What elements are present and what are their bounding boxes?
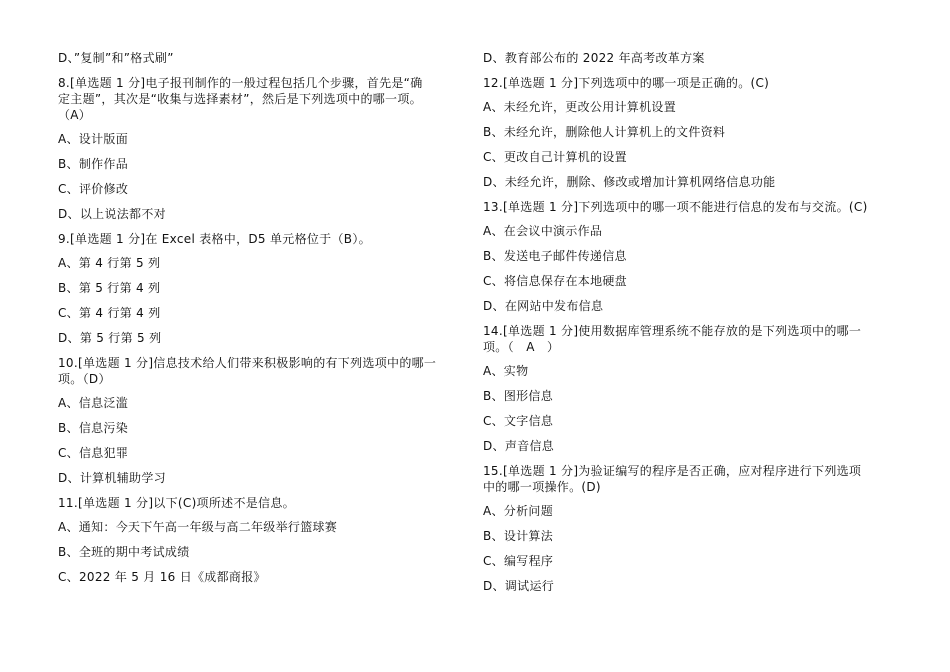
text-line: 15.[单选题 1 分]为验证编写的程序是否正确，应对程序进行下列选项 xyxy=(483,464,862,478)
text-line: C、更改自己计算机的设置 xyxy=(483,150,627,164)
left-column xyxy=(58,50,470,586)
text-line: C、2022 年 5 月 16 日《成都商报》 xyxy=(58,570,266,584)
answer-option xyxy=(58,181,470,198)
answer-option xyxy=(483,503,895,520)
answer-option xyxy=(58,156,470,173)
text-line: A、信息泛滥 xyxy=(58,396,129,410)
answer-option xyxy=(58,395,470,412)
answer-option xyxy=(483,50,895,67)
answer-option xyxy=(58,330,470,347)
answer-option xyxy=(483,99,895,116)
text-line: A、在会议中演示作品 xyxy=(483,224,603,238)
text-line: 11.[单选题 1 分]以下(C)项所述不是信息。 xyxy=(58,496,295,510)
answer-option xyxy=(58,519,470,536)
text-line: A、设计版面 xyxy=(58,132,129,146)
question-stem xyxy=(483,323,895,355)
text-line: D、调试运行 xyxy=(483,579,555,593)
text-line: D、第 5 行第 5 列 xyxy=(58,331,162,345)
text-line: A、第 4 行第 5 列 xyxy=(58,256,161,270)
text-line: D、”复制”和”格式刷” xyxy=(58,51,174,65)
text-line: B、制作作品 xyxy=(58,157,129,171)
answer-option xyxy=(58,420,470,437)
answer-option xyxy=(483,438,895,455)
answer-option xyxy=(483,363,895,380)
answer-option xyxy=(58,305,470,322)
answer-option xyxy=(58,50,470,67)
text-line: B、未经允许，删除他人计算机上的文件资料 xyxy=(483,125,726,139)
answer-option xyxy=(483,413,895,430)
answer-option xyxy=(483,273,895,290)
answer-option xyxy=(483,248,895,265)
text-line: B、第 5 行第 4 列 xyxy=(58,281,161,295)
text-line: C、评价修改 xyxy=(58,182,129,196)
question-stem xyxy=(483,75,895,91)
text-line: C、将信息保存在本地硬盘 xyxy=(483,274,627,288)
text-line: C、第 4 行第 4 列 xyxy=(58,306,161,320)
answer-option xyxy=(483,578,895,595)
answer-option xyxy=(58,569,470,586)
text-line: B、发送电子邮件传递信息 xyxy=(483,249,627,263)
text-line: 12.[单选题 1 分]下列选项中的哪一项是正确的。(C) xyxy=(483,76,770,90)
question-stem xyxy=(483,463,895,495)
answer-option xyxy=(58,206,470,223)
text-line: 中的哪一项操作。(D) xyxy=(483,480,601,494)
text-line: 10.[单选题 1 分]信息技术给人们带来积极影响的有下列选项中的哪一 xyxy=(58,356,437,370)
answer-option xyxy=(483,298,895,315)
answer-option xyxy=(483,124,895,141)
answer-option xyxy=(483,528,895,545)
question-stem xyxy=(483,199,895,215)
text-line: D、以上说法都不对 xyxy=(58,207,166,221)
text-line: B、图形信息 xyxy=(483,389,554,403)
text-line: 13.[单选题 1 分]下列选项中的哪一项不能进行信息的发布与交流。(C) xyxy=(483,200,868,214)
answer-option xyxy=(58,131,470,148)
text-line: C、编写程序 xyxy=(483,554,554,568)
answer-option xyxy=(483,149,895,166)
answer-option xyxy=(58,255,470,272)
answer-option xyxy=(483,553,895,570)
text-line: 9.[单选题 1 分]在 Excel 表格中，D5 单元格位于（B）。 xyxy=(58,232,371,246)
text-line: 定主题”，其次是“收集与选择素材”，然后是下列选项中的哪一项。 xyxy=(58,92,422,106)
question-stem xyxy=(58,355,470,387)
text-line: D、计算机辅助学习 xyxy=(58,471,166,485)
text-line: 14.[单选题 1 分]使用数据库管理系统不能存放的是下列选项中的哪一 xyxy=(483,324,862,338)
text-line: D、在网站中发布信息 xyxy=(483,299,604,313)
text-line: （A） xyxy=(58,108,92,122)
answer-option xyxy=(483,174,895,191)
text-line: C、信息犯罪 xyxy=(58,446,129,460)
question-stem xyxy=(58,231,470,247)
text-line: A、未经允许，更改公用计算机设置 xyxy=(483,100,677,114)
answer-option xyxy=(58,445,470,462)
text-line: 项。（ A ） xyxy=(483,340,560,354)
text-line: 项。（D） xyxy=(58,372,111,386)
answer-option xyxy=(58,470,470,487)
text-line: B、信息污染 xyxy=(58,421,129,435)
text-line: A、实物 xyxy=(483,364,529,378)
answer-option xyxy=(58,280,470,297)
text-line: D、教育部公布的 2022 年高考改革方案 xyxy=(483,51,705,65)
text-line: B、设计算法 xyxy=(483,529,554,543)
text-line: D、未经允许，删除、修改或增加计算机网络信息功能 xyxy=(483,175,776,189)
text-line: A、通知：今天下午高一年级与高二年级举行篮球赛 xyxy=(58,520,338,534)
answer-option xyxy=(483,388,895,405)
text-line: D、声音信息 xyxy=(483,439,555,453)
question-stem xyxy=(58,75,470,123)
text-line: A、分析问题 xyxy=(483,504,554,518)
text-line: C、文字信息 xyxy=(483,414,554,428)
right-column xyxy=(483,50,895,595)
text-line: 8.[单选题 1 分]电子报刊制作的一般过程包括几个步骤，首先是“确 xyxy=(58,76,423,90)
answer-option xyxy=(483,223,895,240)
question-stem xyxy=(58,495,470,511)
answer-option xyxy=(58,544,470,561)
text-line: B、全班的期中考试成绩 xyxy=(58,545,190,559)
